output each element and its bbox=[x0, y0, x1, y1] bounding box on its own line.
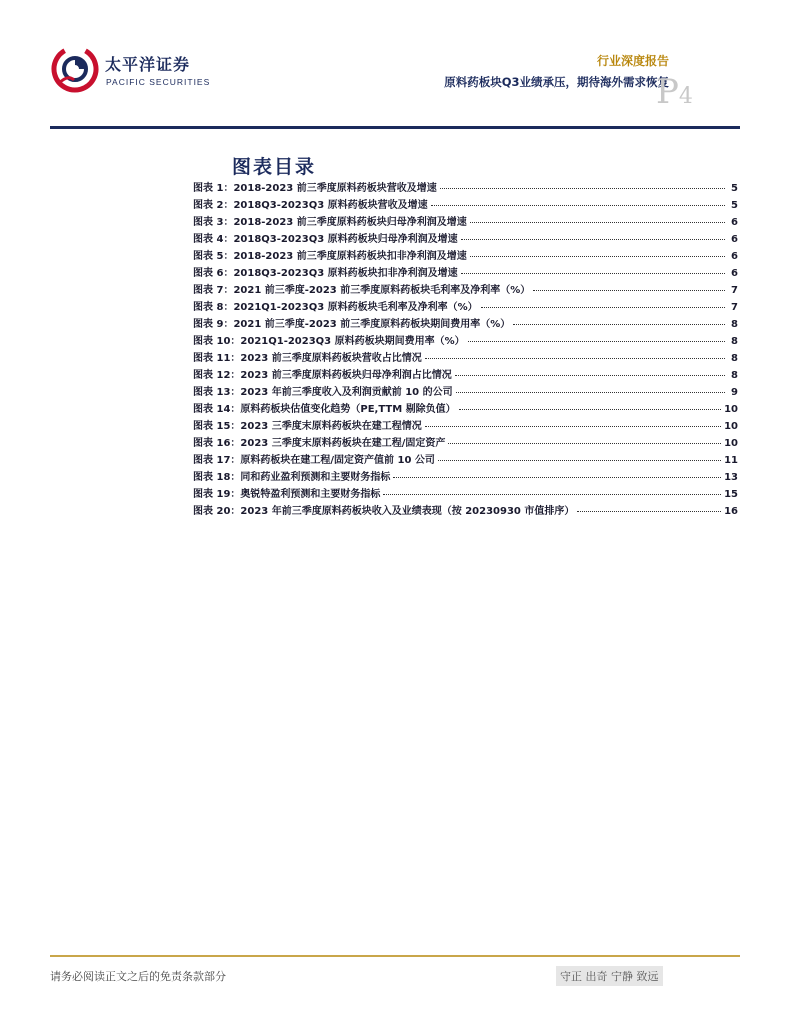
toc-item-title: 图表 9：2021 前三季度-2023 前三季度原料药板块期间费用率（%） bbox=[193, 319, 511, 330]
toc-item[interactable] bbox=[193, 247, 738, 264]
toc-item[interactable] bbox=[193, 451, 738, 468]
toc-leader-dots bbox=[461, 273, 725, 274]
toc-item[interactable] bbox=[193, 281, 738, 298]
toc-item[interactable] bbox=[193, 383, 738, 400]
toc-item[interactable] bbox=[193, 400, 738, 417]
toc-item[interactable] bbox=[193, 485, 738, 502]
toc-leader-dots bbox=[456, 392, 725, 393]
toc-item-page: 7 bbox=[731, 302, 738, 313]
footer-motto: 守正 出奇 宁静 致远 bbox=[556, 966, 663, 986]
toc-leader-dots bbox=[533, 290, 725, 291]
page-letter: P bbox=[656, 72, 679, 112]
pacific-securities-logo-icon bbox=[50, 44, 100, 94]
toc-item[interactable] bbox=[193, 213, 738, 230]
toc-item[interactable] bbox=[193, 298, 738, 315]
footer-divider bbox=[50, 955, 740, 957]
toc-item-page: 5 bbox=[731, 183, 738, 194]
toc-item[interactable] bbox=[193, 349, 738, 366]
header-divider bbox=[50, 126, 740, 129]
toc-item-title: 图表 20：2023 年前三季度原料药板块收入及业绩表现（按 20230930 市值排序） bbox=[193, 506, 575, 517]
toc-item[interactable] bbox=[193, 196, 738, 213]
toc-leader-dots bbox=[440, 188, 725, 189]
toc-item-page: 8 bbox=[731, 370, 738, 381]
toc-item-title: 图表 16：2023 三季度末原料药板块在建工程/固定资产 bbox=[193, 438, 446, 449]
toc-item-title: 图表 4：2018Q3-2023Q3 原料药板块归母净利润及增速 bbox=[193, 234, 458, 245]
footer-disclaimer: 请务必阅读正文之后的免责条款部分 bbox=[50, 970, 226, 983]
toc-leader-dots bbox=[431, 205, 725, 206]
toc-item-page: 6 bbox=[731, 234, 738, 245]
toc-leader-dots bbox=[383, 494, 721, 495]
report-type: 行业深度报告 bbox=[596, 54, 669, 68]
toc-leader-dots bbox=[438, 460, 721, 461]
toc-item-page: 9 bbox=[731, 387, 738, 398]
toc-item-title: 图表 5：2018-2023 前三季度原料药板块扣非净利润及增速 bbox=[193, 251, 467, 262]
toc-item[interactable] bbox=[193, 230, 738, 247]
toc-item[interactable] bbox=[193, 417, 738, 434]
page-number bbox=[656, 72, 693, 112]
toc-item-title: 图表 10：2021Q1-2023Q3 原料药板块期间费用率（%） bbox=[193, 336, 465, 347]
toc-item[interactable] bbox=[193, 179, 738, 196]
toc-item-title: 图表 12：2023 前三季度原料药板块归母净利润占比情况 bbox=[193, 370, 452, 381]
toc-item[interactable] bbox=[193, 366, 738, 383]
toc-item-page: 10 bbox=[724, 421, 738, 432]
toc-heading: 图表目录 bbox=[232, 156, 317, 178]
toc-item-page: 6 bbox=[731, 217, 738, 228]
toc-item-title: 图表 13：2023 年前三季度收入及利润贡献前 10 的公司 bbox=[193, 387, 453, 398]
toc-item-page: 7 bbox=[731, 285, 738, 296]
toc-item[interactable] bbox=[193, 264, 738, 281]
toc-item-page: 15 bbox=[724, 489, 738, 500]
toc-item-page: 10 bbox=[724, 404, 738, 415]
toc-item-title: 图表 19：奥锐特盈利预测和主要财务指标 bbox=[193, 489, 381, 500]
logo-chinese-name: 太平洋证券 bbox=[105, 55, 191, 74]
toc-leader-dots bbox=[468, 341, 725, 342]
toc-item-title: 图表 14：原料药板块估值变化趋势（PE,TTM 剔除负值） bbox=[193, 404, 456, 415]
toc-leader-dots bbox=[455, 375, 725, 376]
toc-leader-dots bbox=[425, 358, 725, 359]
toc-item-page: 10 bbox=[724, 438, 738, 449]
toc-leader-dots bbox=[513, 324, 725, 325]
toc-item-page: 6 bbox=[731, 251, 738, 262]
toc-item-page: 13 bbox=[724, 472, 738, 483]
toc-leader-dots bbox=[461, 239, 725, 240]
logo-english-name: PACIFIC SECURITIES bbox=[106, 77, 211, 87]
toc-item-page: 11 bbox=[724, 455, 738, 466]
toc-item-title: 图表 18：同和药业盈利预测和主要财务指标 bbox=[193, 472, 391, 483]
toc-item-title: 图表 3：2018-2023 前三季度原料药板块归母净利润及增速 bbox=[193, 217, 467, 228]
toc-item-title: 图表 7：2021 前三季度-2023 前三季度原料药板块毛利率及净利率（%） bbox=[193, 285, 531, 296]
toc-item[interactable] bbox=[193, 468, 738, 485]
toc-item-page: 8 bbox=[731, 319, 738, 330]
toc-leader-dots bbox=[481, 307, 725, 308]
toc-item-page: 5 bbox=[731, 200, 738, 211]
toc-leader-dots bbox=[470, 256, 725, 257]
toc-leader-dots bbox=[448, 443, 721, 444]
toc-item-page: 6 bbox=[731, 268, 738, 279]
toc-item-title: 图表 2：2018Q3-2023Q3 原料药板块营收及增速 bbox=[193, 200, 428, 211]
toc-item[interactable] bbox=[193, 332, 738, 349]
toc-item-page: 16 bbox=[724, 506, 738, 517]
toc-item-page: 8 bbox=[731, 336, 738, 347]
toc-item-title: 图表 15：2023 三季度末原料药板块在建工程情况 bbox=[193, 421, 422, 432]
toc-leader-dots bbox=[393, 477, 721, 478]
toc-item-title: 图表 17：原料药板块在建工程/固定资产值前 10 公司 bbox=[193, 455, 435, 466]
toc-item-title: 图表 6：2018Q3-2023Q3 原料药板块扣非净利润及增速 bbox=[193, 268, 458, 279]
toc-item[interactable] bbox=[193, 315, 738, 332]
toc-list bbox=[193, 179, 738, 519]
toc-item-title: 图表 1：2018-2023 前三季度原料药板块营收及增速 bbox=[193, 183, 437, 194]
toc-leader-dots bbox=[425, 426, 721, 427]
toc-item-title: 图表 11：2023 前三季度原料药板块营收占比情况 bbox=[193, 353, 422, 364]
page-digit: 4 bbox=[678, 84, 693, 109]
toc-item[interactable] bbox=[193, 434, 738, 451]
toc-item-title: 图表 8：2021Q1-2023Q3 原料药板块毛利率及净利率（%） bbox=[193, 302, 478, 313]
toc-leader-dots bbox=[459, 409, 721, 410]
company-logo bbox=[50, 44, 210, 94]
toc-leader-dots bbox=[577, 511, 721, 512]
toc-item[interactable] bbox=[193, 502, 738, 519]
report-title: 原料药板块Q3业绩承压，期待海外需求恢复 bbox=[444, 75, 669, 89]
toc-item-page: 8 bbox=[731, 353, 738, 364]
toc-leader-dots bbox=[470, 222, 725, 223]
